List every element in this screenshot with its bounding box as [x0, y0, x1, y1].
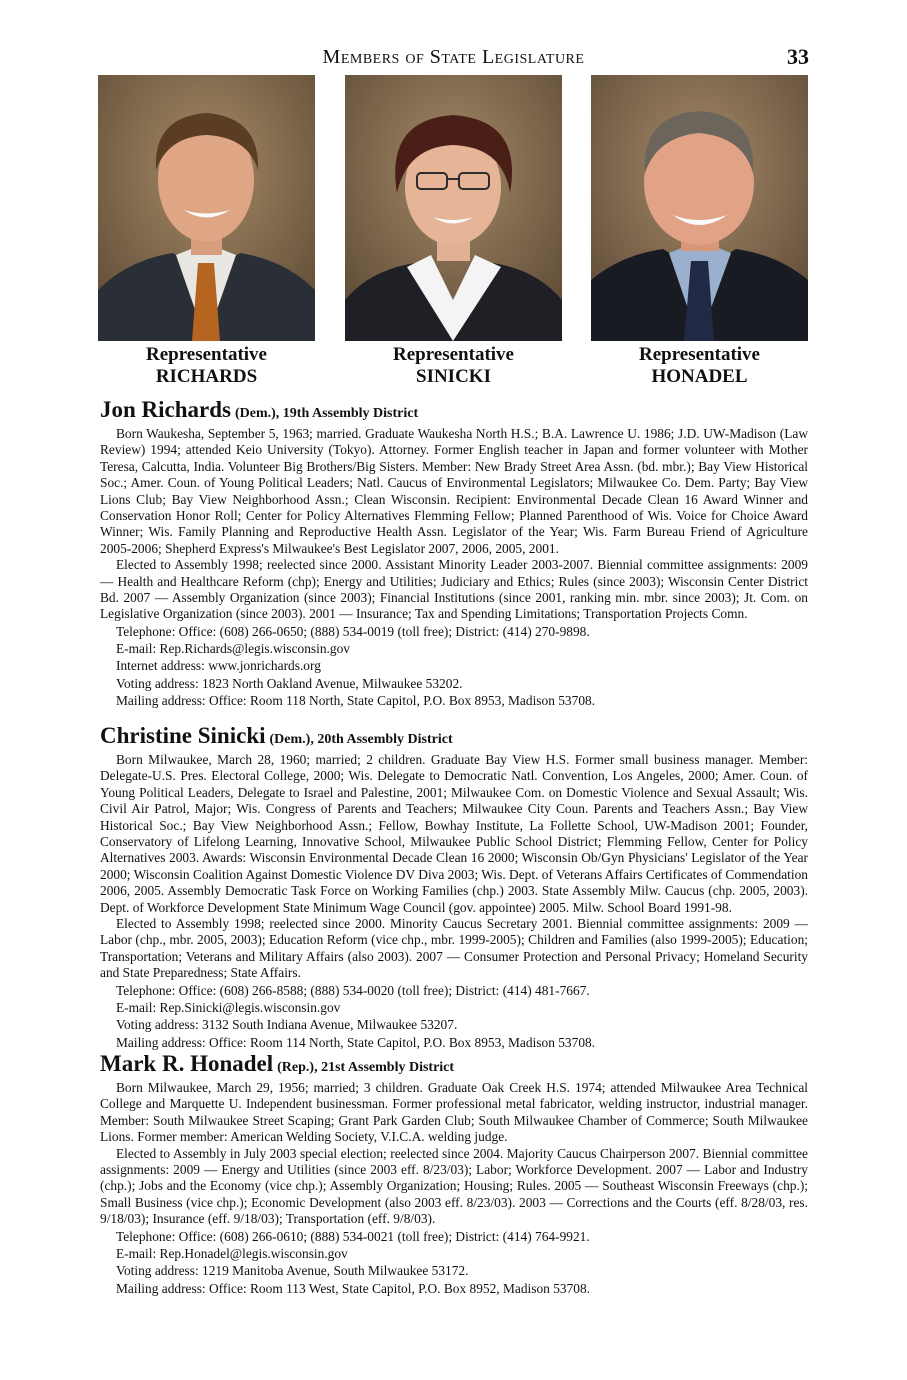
- portrait-sinicki-image: [345, 75, 562, 341]
- portrait-richards-image: [98, 75, 315, 341]
- portrait-caption-honadel: [591, 344, 808, 388]
- contact-telephone: Telephone: Office: (608) 266-8588; (888) 534-0020 (toll free); District: (414) 481-7667.: [116, 982, 590, 998]
- caption-title: Representative: [145, 344, 267, 365]
- bio-district: (Dem.), 19th Assembly District: [235, 406, 419, 421]
- portrait-richards: [98, 75, 315, 341]
- bio-paragraph: Elected to Assembly in July 2003 special election; reelected since 2004. Majority Caucus Chairperson 2007. Biennial committee assignments: 2009 — Energy and Utilities (since 2003 eff. 8/23/03); Labor; Workforce Development. 2007 — Labor and Industry (chp.); Jobs and the Economy (vice chp.); Assembly Organization; Housing; Rules. 2005 — Southeast Wisconsin Freeways (chp.); Small Business (vice chp.); Economic Development (also 2003 eff. 8/23/03). 2003 — Corrections and the Courts (eff. 8/28/03, res. 9/18/03); Insurance (eff. 9/18/03); Transportation (eff. 9/8/03).: [100, 1145, 808, 1227]
- contact-mailing-address: Mailing address: Office: Room 118 North, State Capitol, P.O. Box 8953, Madison 53708.: [116, 693, 596, 709]
- bio-paragraph: Born Milwaukee, March 29, 1956; married; 3 children. Graduate Oak Creek H.S. 1974; attended Milwaukee Area Technical College and Marquette U. Independent businessman. Former professional metal fabricator, welding instructor, industrial manager. Member: South Milwaukee Street Scaping; Grant Park Garden Club; South Milwaukee Chamber of Commerce; South Milwaukee Lions. Former member: American Welding Society, V.I.C.A. welding judge.: [100, 1080, 808, 1145]
- caption-title: Representative: [392, 344, 514, 365]
- page-number: 33: [787, 44, 809, 69]
- bio-paragraph: Born Waukesha, September 5, 1963; married. Graduate Waukesha North H.S.; B.A. Lawrence U. 1986; J.D. UW-Madison (Law Review) 1994; attended Keio University (Tokyo). Attorney. Former English teacher in Japan and former volunteer with Mother Teresa, Calcutta, India. Volunteer Big Brothers/Big Sisters. Member: New Brady Street Area Assn. (bd. mbr.); Bay View Historical Soc.; Amer. Coun. of Young Political Leaders; Natl. Caucus of Environmental Legislators; Milwaukee Co. Dem. Party; Bay View Lions Club; Bay View Neighborhood Assn.; Clean Wisconsin. Recipient: Environmental Decade Clean 16 Award Winner and Conservation Honor Roll; Center for Policy Alternatives Flemming Fellow; Planned Parenthood of Wis. Voice for Choice Award Winner; Wis. Family Planning and Reproductive Health Assn. Legislator of the Year; Wis. Farm Bureau Friend of Agriculture 2005-2006; Shepherd Express's Milwaukee's Best Legislator 2007, 2006, 2005, 2001.: [100, 426, 808, 556]
- portrait-honadel: [591, 75, 808, 341]
- bio-heading: [100, 1052, 808, 1080]
- contact-email: E-mail: Rep.Sinicki@legis.wisconsin.gov: [116, 999, 341, 1015]
- running-head: [0, 44, 907, 74]
- bio-honadel: [100, 1052, 808, 1297]
- bio-name: Christine Sinicki: [100, 723, 266, 748]
- bio-paragraph: Born Milwaukee, March 28, 1960; married; 2 children. Graduate Bay View H.S. Former small business manager. Member: Delegate-U.S. Pres. Electoral College, 2000; Wis. Delegate to Democratic Natl. Convention, Los Angeles, 2000; Amer. Coun. of Young Political Leaders, Delegate to Israel and Palestine, 2001; Milwaukee Com. on Domestic Violence and Sexual Assault; Wis. Civil Air Patrol, Major; Wis. Congress of Parents and Teachers; Milwaukee City Coun. Parents and Teachers Assn.; Bay View Historical Soc.; Bay View Neighborhood Assn.; Fellow, Bowhay Institute, La Follette School, UW-Madison 2001; Founder, Conservatory of Lifelong Learning, Innovative School, Milwaukee Public School District; Flemming Fellow, Center for Policy Alternatives 2003. Awards: Wisconsin Environmental Decade Clean 16 2000; Wisconsin Ob/Gyn Physicians' Legislator of the Year 2000; Wisconsin Coalition Against Domestic Violence DV Diva 2003; Wis. Dept. of Veterans Affairs Certificates of Commendation 2006, 2005. Assembly Democratic Task Force on Working Families (chp.) 2003. State Assembly Milw. Caucus (chp. 2005, 2003). Dept. of Workforce Development State Minimum Wage Council (gov. appointee) 2005. Milw. School Board 1991-98.: [100, 752, 808, 915]
- bio-heading: [100, 398, 808, 426]
- caption-title: Representative: [638, 344, 760, 365]
- bio-richards: [100, 398, 808, 709]
- bio-sinicki: [100, 724, 808, 1051]
- contact-telephone: Telephone: Office: (608) 266-0610; (888) 534-0021 (toll free); District: (414) 764-9921.: [116, 1228, 590, 1244]
- contact-telephone: Telephone: Office: (608) 266-0650; (888) 534-0019 (toll free); District: (414) 270-9898.: [116, 623, 590, 639]
- caption-name: HONADEL: [651, 366, 748, 387]
- contact-email: E-mail: Rep.Richards@legis.wisconsin.gov: [116, 641, 350, 657]
- bio-name: Jon Richards: [100, 397, 231, 422]
- contact-voting-address: Voting address: 1219 Manitoba Avenue, South Milwaukee 53172.: [116, 1263, 469, 1279]
- bio-heading: [100, 724, 808, 752]
- bio-district: (Dem.), 20th Assembly District: [269, 732, 453, 747]
- caption-name: SINICKI: [416, 366, 491, 387]
- contact-voting-address: Voting address: 3132 South Indiana Avenue, Milwaukee 53207.: [116, 1017, 458, 1033]
- contact-website: Internet address: www.jonrichards.org: [116, 658, 321, 674]
- bio-district: (Rep.), 21st Assembly District: [277, 1060, 455, 1075]
- portrait-caption-richards: [98, 344, 315, 388]
- contact-mailing-address: Mailing address: Office: Room 114 North, State Capitol, P.O. Box 8953, Madison 53708.: [116, 1034, 596, 1050]
- caption-name: RICHARDS: [155, 366, 258, 387]
- bio-paragraph: Elected to Assembly 1998; reelected since 2000. Minority Caucus Secretary 2001. Biennial committee assignments: 2009 — Labor (chp., mbr. 2005, 2003); Education Reform (vice chp., mbr. 1999-2005); Children and Families (also 1999-2005); Education; Transportation; Veterans and Military Affairs (also 2003). 2007 — Consumer Protection and Personal Privacy; Homeland Security and State Preparedness; State Affairs.: [100, 916, 808, 981]
- bio-name: Mark R. Honadel: [100, 1051, 274, 1076]
- portrait-honadel-image: [591, 75, 808, 341]
- contact-mailing-address: Mailing address: Office: Room 113 West, State Capitol, P.O. Box 8952, Madison 53708.: [116, 1280, 591, 1296]
- bio-paragraph: Elected to Assembly 1998; reelected since 2000. Assistant Minority Leader 2003-2007. Biennial committee assignments: 2009 — Health and Healthcare Reform (chp); Energy and Utilities; Judiciary and Ethics; Rules (since 2003); Wisconsin Center District Bd. 2007 — Assembly Organization (since 2003); Financial Institutions (since 2001, ranking min. mbr. since 2003); Jt. Com. on Legislative Organization (since 2003). 2001 — Insurance; Tax and Spending Limitations; Transportation Projects Comn.: [100, 557, 808, 622]
- contact-voting-address: Voting address: 1823 North Oakland Avenue, Milwaukee 53202.: [116, 675, 463, 691]
- running-title: Members of State Legislature: [322, 46, 585, 68]
- portrait-sinicki: [345, 75, 562, 341]
- contact-email: E-mail: Rep.Honadel@legis.wisconsin.gov: [116, 1245, 348, 1261]
- portrait-caption-sinicki: [345, 344, 562, 388]
